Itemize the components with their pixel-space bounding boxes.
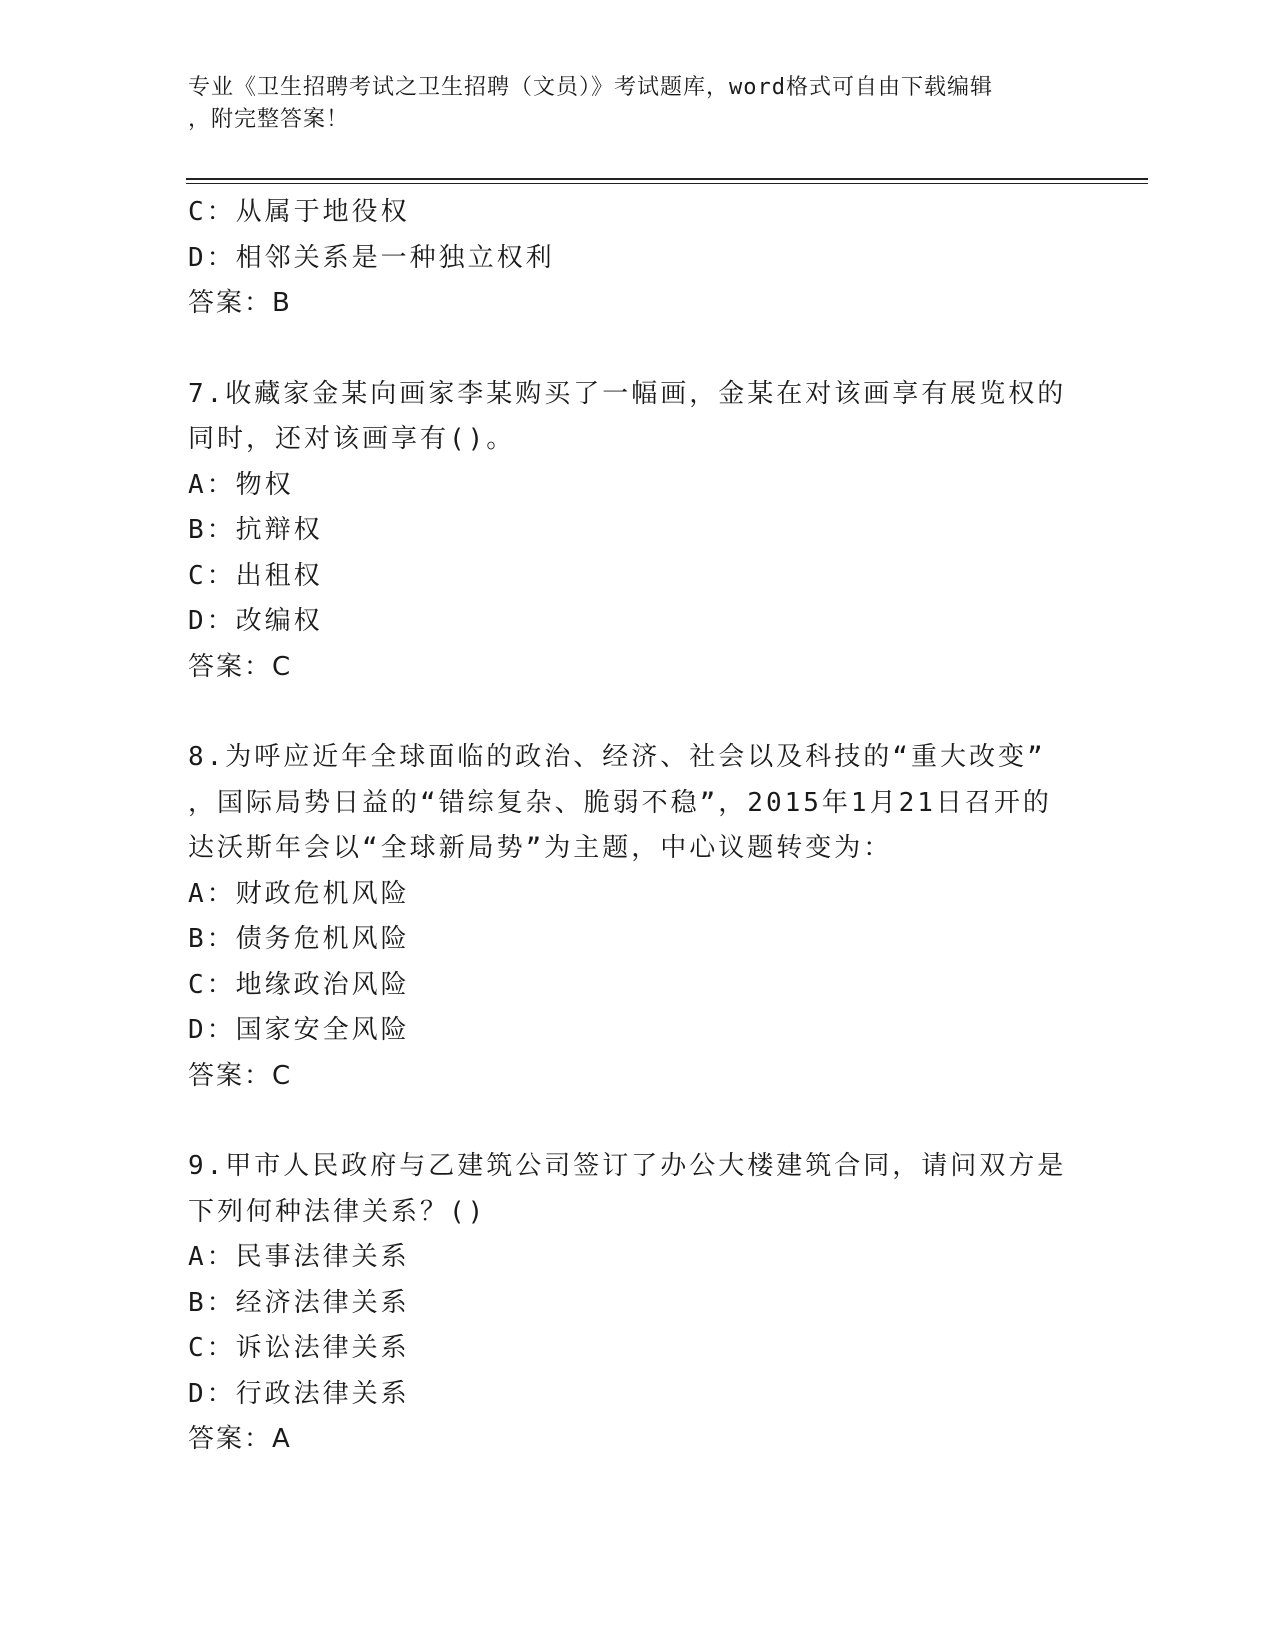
header-line-2: ，附完整答案！ bbox=[188, 107, 350, 132]
option-a: A：民事法律关系 bbox=[188, 1242, 410, 1272]
question-7 bbox=[188, 372, 1088, 691]
option-d: D：改编权 bbox=[188, 606, 323, 636]
answer: 答案：C bbox=[188, 651, 293, 682]
header-rule-thick bbox=[186, 178, 1148, 180]
question-stem-line: 下列何种法律关系？() bbox=[188, 1196, 487, 1227]
question-stem-line: 9.甲市人民政府与乙建筑公司签订了办公大楼建筑合同，请问双方是 bbox=[188, 1151, 1067, 1181]
option-c: C：诉讼法律关系 bbox=[188, 1333, 410, 1363]
question-list bbox=[188, 190, 1088, 1463]
question-8 bbox=[188, 735, 1088, 1099]
option-b: B：债务危机风险 bbox=[188, 924, 410, 954]
option-a: A：财政危机风险 bbox=[188, 878, 410, 909]
document-header bbox=[188, 72, 1088, 136]
answer: 答案：A bbox=[188, 1424, 292, 1454]
question-stem-line: 7.收藏家金某向画家李某购买了一幅画，金某在对该画享有展览权的 bbox=[188, 378, 1067, 409]
question-6-tail bbox=[188, 190, 1088, 327]
question-9 bbox=[188, 1144, 1088, 1463]
spacer bbox=[188, 327, 1088, 372]
header-rule-thin bbox=[186, 183, 1148, 184]
question-stem-line: 达沃斯年会以“全球新局势”为主题，中心议题转变为： bbox=[188, 833, 893, 863]
option-a: A：物权 bbox=[188, 469, 294, 500]
option-b: B：抗辩权 bbox=[188, 515, 323, 545]
spacer bbox=[188, 690, 1088, 735]
question-stem-line: 8.为呼应近年全球面临的政治、经济、社会以及科技的“重大改变” bbox=[188, 742, 1046, 772]
option-c: C：从属于地役权 bbox=[188, 197, 410, 227]
option-c: C：地缘政治风险 bbox=[188, 969, 410, 1000]
spacer bbox=[188, 1099, 1088, 1144]
header-line-1: 专业《卫生招聘考试之卫生招聘（文员）》考试题库，word格式可自由下载编辑 bbox=[188, 75, 993, 100]
answer: 答案：C bbox=[188, 1060, 293, 1091]
option-d: D：相邻关系是一种独立权利 bbox=[188, 242, 555, 273]
answer: 答案：B bbox=[188, 288, 292, 318]
option-d: D：行政法律关系 bbox=[188, 1378, 410, 1409]
question-stem-line: 同时，还对该画享有()。 bbox=[188, 424, 516, 454]
option-c: C：出租权 bbox=[188, 560, 323, 591]
question-stem-line: ，国际局势日益的“错综复杂、脆弱不稳”，2015年1月21日召开的 bbox=[188, 787, 1052, 818]
option-b: B：经济法律关系 bbox=[188, 1287, 410, 1318]
option-d: D：国家安全风险 bbox=[188, 1015, 410, 1045]
